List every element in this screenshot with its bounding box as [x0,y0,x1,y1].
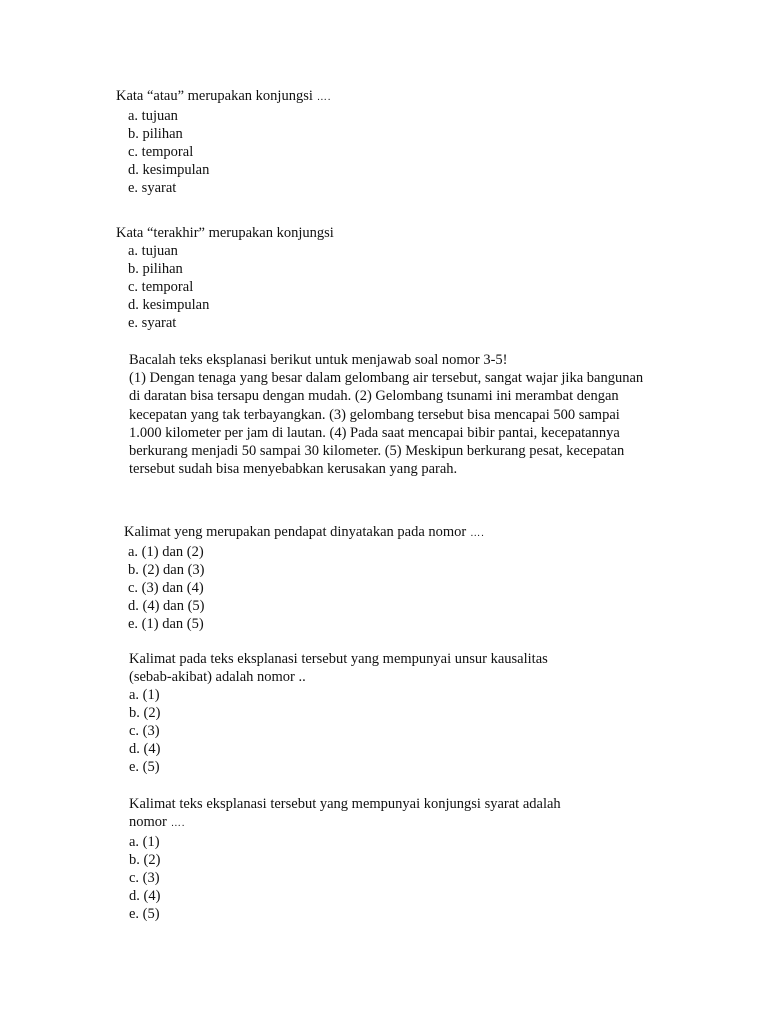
question-3-text: Kalimat yeng merupakan pendapat dinyatakan pada nomor [124,524,467,540]
option-item: a. (1) [129,687,160,703]
question-1-options [116,107,331,197]
option-item: b. (2) dan (3) [128,562,205,578]
option-item: a. (1) dan (2) [128,544,204,560]
question-2 [116,224,334,332]
option-item: d. kesimpulan [128,162,210,178]
question-5-options [129,833,561,923]
question-5 [129,795,561,923]
question-1-stem [116,87,331,107]
option-item: d. kesimpulan [128,297,210,313]
option-item: a. tujuan [128,243,178,259]
passage-instruction: Bacalah teks eksplanasi berikut untuk menjawab soal nomor 3-5! [129,352,508,368]
option-item: c. (3) dan (4) [128,580,204,596]
option-item: a. (1) [129,834,160,850]
option-item: c. temporal [128,279,194,295]
option-item: c. temporal [128,144,194,160]
question-3 [124,523,485,633]
question-5-stem-line-2 [129,813,561,833]
option-item: e. (1) dan (5) [128,616,204,632]
option-item: e. syarat [128,315,177,331]
question-3-ellipsis: …. [470,528,485,539]
option-item: b. (2) [129,852,161,868]
question-1-text: Kata “atau” merupakan konjungsi [116,88,313,104]
option-item: c. (3) [129,723,160,739]
option-item: b. pilihan [128,126,183,142]
question-4-options [129,686,548,776]
question-3-stem [124,523,485,543]
option-item: e. (5) [129,906,160,922]
question-2-options [116,242,334,332]
passage-body: (1) Dengan tenaga yang besar dalam gelombang air tersebut, sangat wajar jika bangunan di daratan bisa tersapu dengan mudah. (2) Gelombang tsunami ini merambat dengan kecepatan yang tak terbayangkan. (3) gelombang tersebut bisa mencapai 500 sampai 1.000 kilometer per jam di lautan. (4) Pada saat mencapai bibir pantai, kecepatannya berkurang menjadi 50 sampai 30 kilometer. (5) Meskipun berkurang pesat, kecepatan tersebut sudah bisa menyebabkan kerusakan yang parah. [129,370,644,478]
question-5-text-line-2: nomor [129,814,167,830]
question-4-stem-line-2: (sebab-akibat) adalah nomor .. [129,669,306,685]
question-4-stem-line-1: Kalimat pada teks eksplanasi tersebut yang mempunyai unsur kausalitas [129,651,548,667]
option-item: d. (4) [129,888,161,904]
question-1 [116,87,331,197]
option-item: b. (2) [129,705,161,721]
question-3-options [124,543,485,633]
option-item: b. pilihan [128,261,183,277]
option-item: e. (5) [129,759,160,775]
question-5-ellipsis: …. [170,818,186,829]
question-5-stem-line-1: Kalimat teks eksplanasi tersebut yang mempunyai konjungsi syarat adalah [129,796,561,812]
option-item: d. (4) [129,741,161,757]
explanation-passage [129,351,649,478]
option-item: d. (4) dan (5) [128,598,205,614]
question-1-ellipsis: …. [316,92,332,103]
option-item: a. tujuan [128,108,178,124]
option-item: e. syarat [128,180,177,196]
question-2-stem: Kata “terakhir” merupakan konjungsi [116,225,334,241]
option-item: c. (3) [129,870,160,886]
question-4 [129,650,548,776]
